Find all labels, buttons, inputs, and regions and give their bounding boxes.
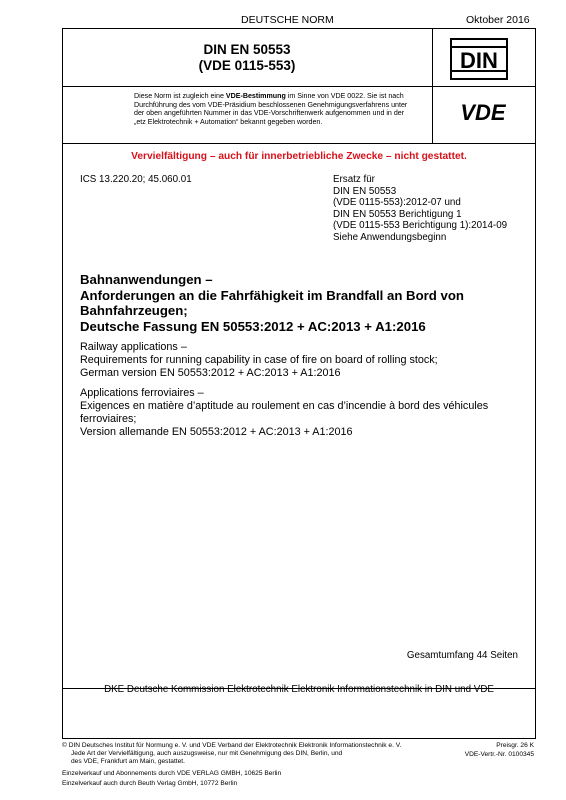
page-count: Gesamtumfang 44 Seiten bbox=[406, 650, 518, 661]
replacement-line2: DIN EN 50553 bbox=[333, 185, 397, 197]
vde-notice-line3: der oben angeführten Nummer in das VDE-Vorschriftenwerk aufgenommen und in der bbox=[134, 109, 405, 118]
title-french-line1: Applications ferroviaires – bbox=[80, 387, 204, 399]
replacement-line1: Ersatz für bbox=[333, 174, 375, 185]
sales-line2: Einzelverkauf auch durch Beuth Verlag GmbH, 10772 Berlin bbox=[62, 780, 238, 787]
vde-notice-line4: „etz Elektrotechnik + Automation“ bekannt gegeben worden. bbox=[134, 118, 323, 127]
vde-logo-icon bbox=[446, 101, 520, 123]
replacement-info bbox=[333, 174, 533, 243]
sales-info bbox=[62, 770, 442, 788]
title-english-line1: Railway applications – bbox=[80, 341, 187, 353]
title-french-line4: Version allemande EN 50553:2012 + AC:2013 + A1:2016 bbox=[80, 426, 353, 438]
din-logo-text: DIN bbox=[460, 48, 498, 73]
title-french-line3: ferroviaires; bbox=[80, 413, 137, 425]
title-english-line3: German version EN 50553:2012 + AC:2013 + A1:2016 bbox=[80, 367, 341, 379]
title-german-line1: Bahnanwendungen – bbox=[80, 272, 213, 287]
copyright-line1: © DIN Deutsches Institut für Normung e. V. und VDE Verband der Elektrotechnik Elektronik Informationstechnik e. V. bbox=[62, 742, 402, 749]
header-date: Oktober 2016 bbox=[466, 14, 530, 26]
title-english bbox=[80, 341, 530, 380]
vde-notice-prefix: Diese Norm ist zugleich eine bbox=[134, 92, 226, 100]
title-german-line2: Anforderungen an die Fahrfähigkeit im Brandfall an Bord von bbox=[80, 287, 464, 303]
title-divider bbox=[63, 86, 535, 87]
replacement-line4: DIN EN 50553 Berichtigung 1 bbox=[333, 208, 462, 220]
title-english-line2: Requirements for running capability in case of fire on board of rolling stock; bbox=[80, 354, 438, 366]
vde-notice-line1-rest: im Sinne von VDE 0022. Sie ist nach bbox=[285, 92, 404, 100]
title-german bbox=[80, 272, 530, 334]
price-info bbox=[440, 742, 534, 759]
copy-warning: Vervielfältigung – auch für innerbetriebliche Zwecke – nicht gestattet. bbox=[131, 151, 467, 162]
vde-number: (VDE 0115-553) bbox=[198, 58, 296, 73]
notice-divider bbox=[63, 143, 535, 144]
copyright-line2: Jede Art der Vervielfältigung, auch auszugsweise, nur mit Genehmigung des DIN, Berlin, und bbox=[71, 750, 343, 757]
order-number: VDE-Vertr.-Nr. 0100345 bbox=[464, 751, 534, 758]
title-french bbox=[80, 387, 530, 439]
title-french-line2: Exigences en matière d’aptitude au roulement en cas d’incendie à bord des véhicules bbox=[80, 400, 489, 412]
document-frame bbox=[62, 28, 536, 739]
replacement-line3: (VDE 0115-553):2012-07 und bbox=[333, 197, 461, 208]
dke-line: DKE Deutsche Kommission Elektrotechnik Elektronik Informationstechnik in DIN und VDE bbox=[104, 684, 494, 695]
replacement-line6: Siehe Anwendungsbeginn bbox=[333, 231, 447, 243]
title-german-line4: Deutsche Fassung EN 50553:2012 + AC:2013 + A1:2016 bbox=[80, 318, 426, 334]
ics-codes: ICS 13.220.20; 45.060.01 bbox=[80, 174, 192, 185]
title-german-line3: Bahnfahrzeugen; bbox=[80, 303, 188, 318]
vde-notice-bold: VDE-Bestimmung bbox=[225, 92, 286, 100]
standard-number: DIN EN 50553 bbox=[203, 42, 291, 57]
vde-notice-line2: Durchführung des vom VDE-Präsidium beschlossenen Genehmigungsverfahrens unter bbox=[134, 100, 408, 109]
vde-notice bbox=[134, 92, 430, 127]
sales-line1: Einzelverkauf und Abonnements durch VDE VERLAG GMBH, 10625 Berlin bbox=[62, 770, 282, 777]
din-logo-icon bbox=[450, 38, 508, 80]
header-norm-type: DEUTSCHE NORM bbox=[241, 14, 334, 26]
price-group: Preisgr. 26 K bbox=[496, 742, 534, 749]
copyright-line3: des VDE, Frankfurt am Main, gestattet. bbox=[71, 758, 185, 765]
copyright-notice bbox=[62, 742, 442, 766]
vde-logo-text: VDE bbox=[460, 101, 506, 123]
replacement-line5: (VDE 0115-553 Berichtigung 1):2014-09 bbox=[333, 220, 508, 231]
